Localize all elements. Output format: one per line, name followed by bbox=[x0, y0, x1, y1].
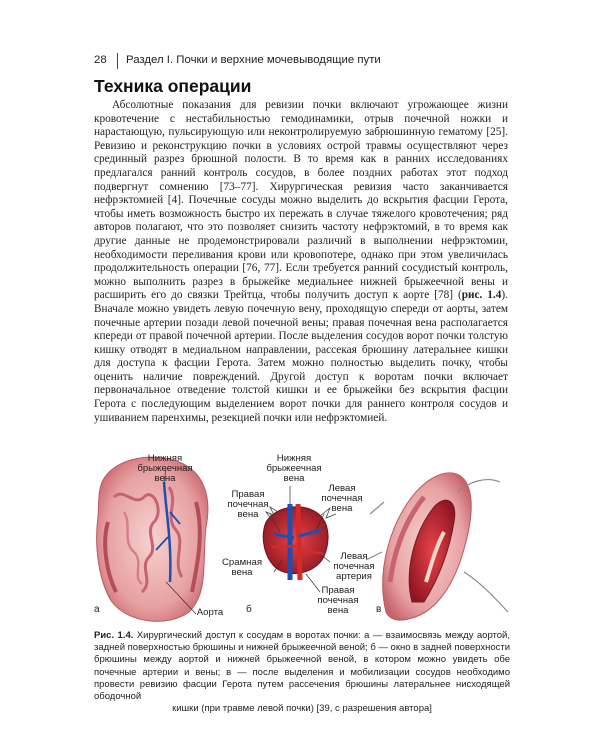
page-number: 28 bbox=[94, 54, 107, 66]
figure-reference: рис. 1.4 bbox=[461, 289, 502, 302]
label-b-inferior-mesenteric-vein: Нижняя брыжеечная вена bbox=[266, 453, 322, 484]
caption-label: Рис. 1.4. bbox=[94, 630, 134, 641]
caption-text: Хирургический доступ к сосудам в воротах почки: а — взаимосвязь между аортой, задней поверхностью брюшины и нижней брыжеечной веной; б — окно в задней поверхности брюшины между аортой и нижней брыжеечной веной, в котором можно увидеть обе почечные артерии и вены; в — после выделения и мобилизации сосудов необходимо провести ревизию фасции Герота путем рассечения брюшины латеральнее нисходящей ободочной bbox=[94, 630, 511, 703]
panel-letter-b: б bbox=[246, 604, 252, 615]
section-title: Раздел I. Почки и верхние мочевыводящие пути bbox=[126, 54, 381, 66]
section-heading: Техника операции bbox=[94, 76, 252, 96]
label-b-left-renal-vein: Левая почечная вена bbox=[321, 483, 363, 514]
caption-last-line: кишки (при травме левой почки) [39, с разрешения автора] bbox=[172, 703, 432, 715]
panel-letter-c: в bbox=[376, 604, 382, 615]
label-a-inferior-mesenteric-vein: Нижняя брыжеечная вена bbox=[137, 453, 193, 484]
figure-caption bbox=[94, 630, 510, 715]
body-paragraph: Абсолютные показания для ревизии почки включают угрожающее жизни кровотечение с нестабильностью гемодинамики, отрыв почечной ножки и нарастающую, пульсирующую или неконтролируемую забрюшинную гематому [25]. Ревизию и реконструкцию почки в условиях острой травмы осуществляют через срединный разрез брюшной полости. В то время как в ранних исследованиях предлагался ранний контроль сосудов, в более поздних работах этот подход подвергнут сомнению [73–77]. Хирургическая ревизия часто заканчивается нефрэктомией [4]. Почечные сосуды можно выделить до вскрытия фасции Герота, чтобы иметь возможность быстро их пережать в случае тяжелого кровотечения; ряд авторов полагают, что это позволяет снизить частоту нефрэктомий, в то время как другие данные не продемонстрировали различий в выполнении нефрэктомии, необходимости переливания крови или кровопотере, однако при этом увеличилась продолжительность операции [76, 77]. Если требуется ранний сосудистый контроль, можно выполнить разрез в брыжейке медиальнее нижней брыжеечной вены и расширить его до связки Трейтца, чтобы получить доступ к аорте [78] (рис. 1.4). Вначале можно увидеть левую почечную вену, проходящую спереди от аорты, затем почечные артерии позади левой почечной вены; правая почечная вена располагается кпереди от правой почечной артерии. После выделения сосудов ворот почки толстую кишку отводят в медиальном направлении, рассекая брюшину латеральнее кишки для доступа к фасции Герота. Затем можно полностью выделить почку, чтобы оценить наличие повреждений. Другой доступ к воротам почки включает первоначальное отведение толстой кишки и ее брыжейки без вскрытия фасции Герота с последующим выделением ворот почки для раннего контроля сосудов и ушиванием паренхимы, резекцией почки или нефрэктомией. bbox=[94, 99, 508, 424]
panel-c-illustration bbox=[366, 473, 508, 620]
body-text bbox=[94, 99, 508, 425]
label-a-aorta: Аорта bbox=[196, 607, 224, 618]
label-b-right-renal-vein: Правая почечная вена bbox=[227, 489, 269, 520]
running-header bbox=[94, 53, 514, 71]
label-b-spermatic-vein: Срамная вена bbox=[221, 557, 263, 578]
label-b-left-renal-artery: Левая почечная артерия bbox=[333, 551, 375, 582]
header-divider bbox=[117, 53, 118, 69]
panel-letter-a: а bbox=[94, 604, 100, 615]
label-b-right-renal-artery: Правая почечная вена bbox=[317, 585, 359, 616]
figure-1-4 bbox=[94, 452, 514, 630]
